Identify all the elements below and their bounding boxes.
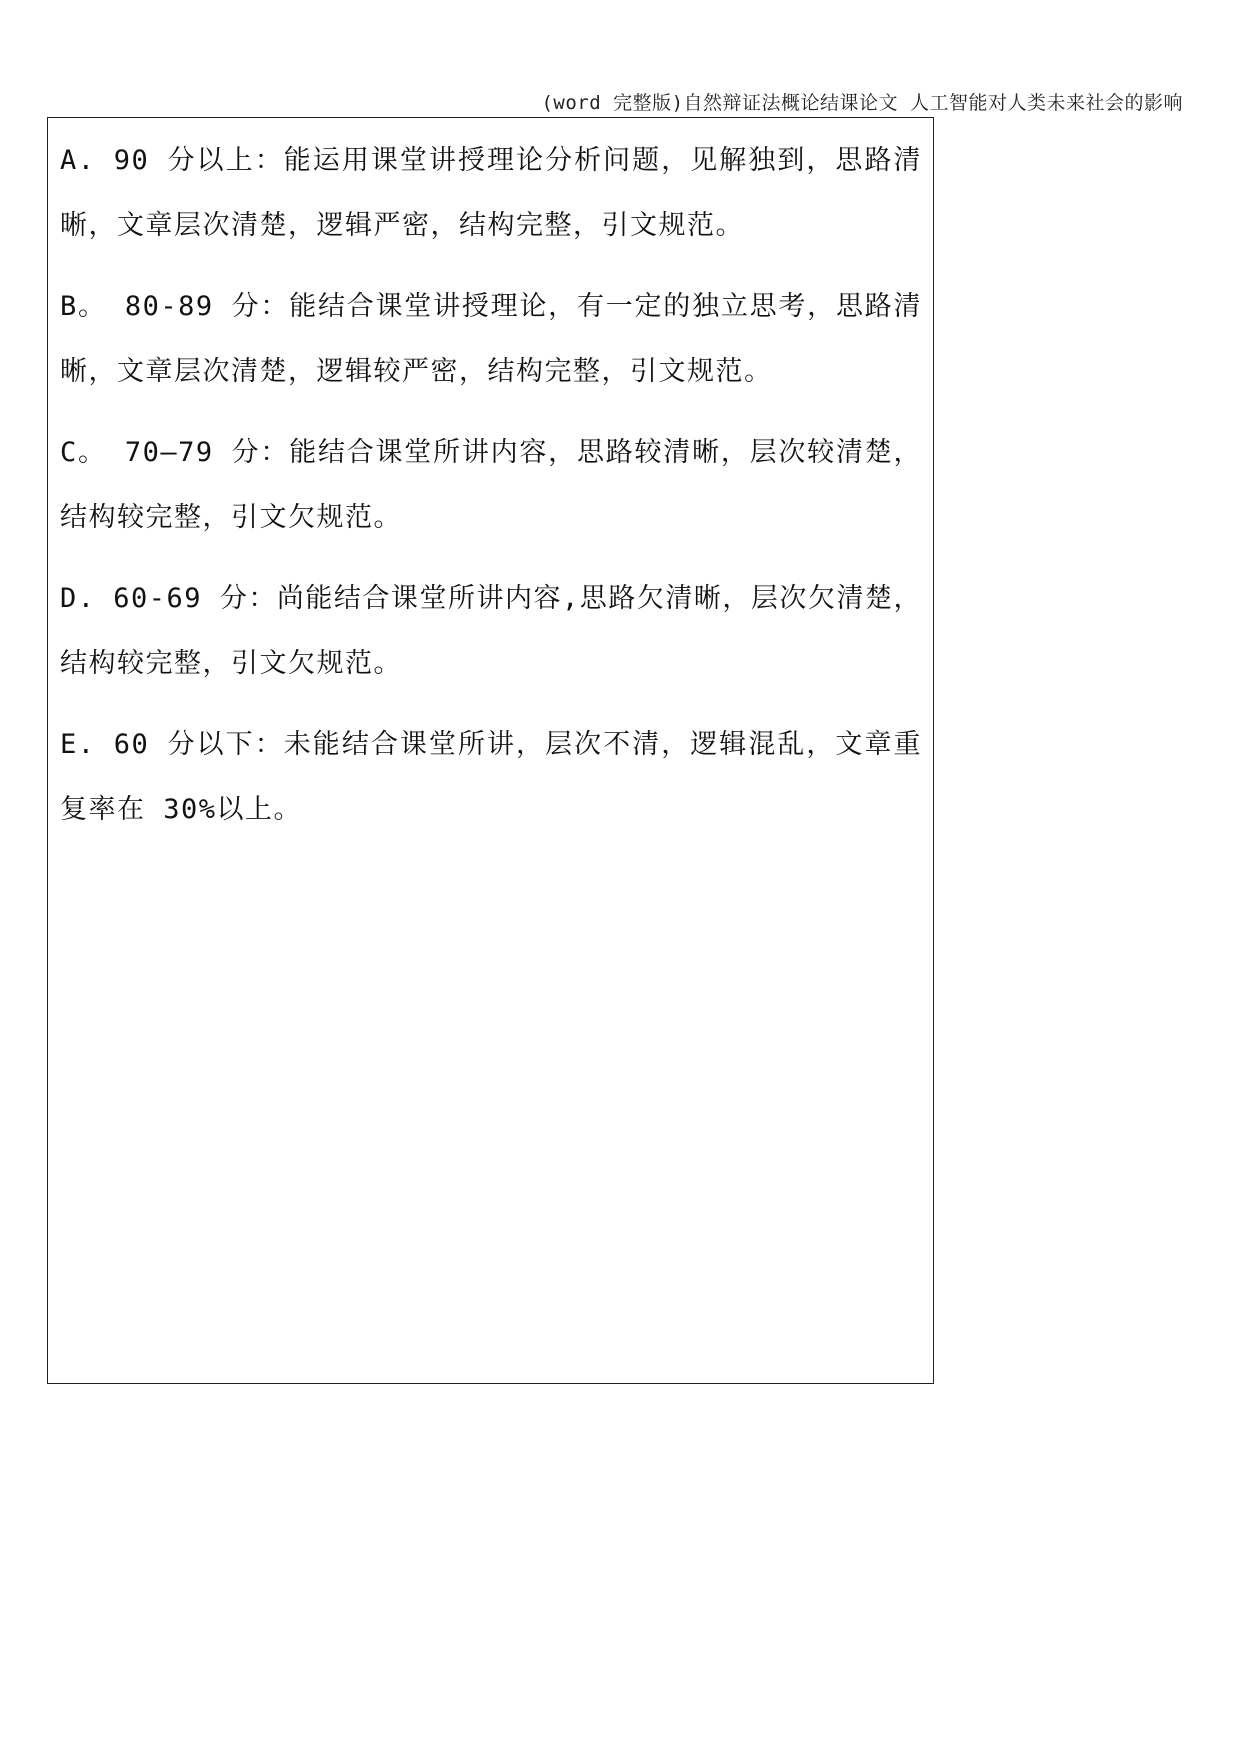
criterion-grade-b: B。 80-89 分：能结合课堂讲授理论，有一定的独立思考，思路清晰，文章层次清楚，逻辑较严密，结构完整，引文规范。 [60, 291, 922, 387]
criterion-grade-d: D. 60-69 分：尚能结合课堂所讲内容,思路欠清晰，层次欠清楚，结构较完整，引文欠规范。 [60, 583, 922, 679]
grading-criteria-box [47, 117, 934, 1384]
grading-criteria-list [60, 128, 922, 858]
document-header: (word 完整版)自然辩证法概论结课论文 人工智能对人类未来社会的影响 [541, 92, 1183, 114]
criterion-grade-c: C。 70—79 分：能结合课堂所讲内容，思路较清晰，层次较清楚，结构较完整，引文欠规范。 [60, 437, 922, 533]
criterion-grade-e: E. 60 分以下：未能结合课堂所讲，层次不清，逻辑混乱，文章重复率在 30%以上。 [60, 729, 922, 825]
criterion-grade-a: A. 90 分以上：能运用课堂讲授理论分析问题，见解独到，思路清晰，文章层次清楚，逻辑严密，结构完整，引文规范。 [60, 145, 922, 241]
